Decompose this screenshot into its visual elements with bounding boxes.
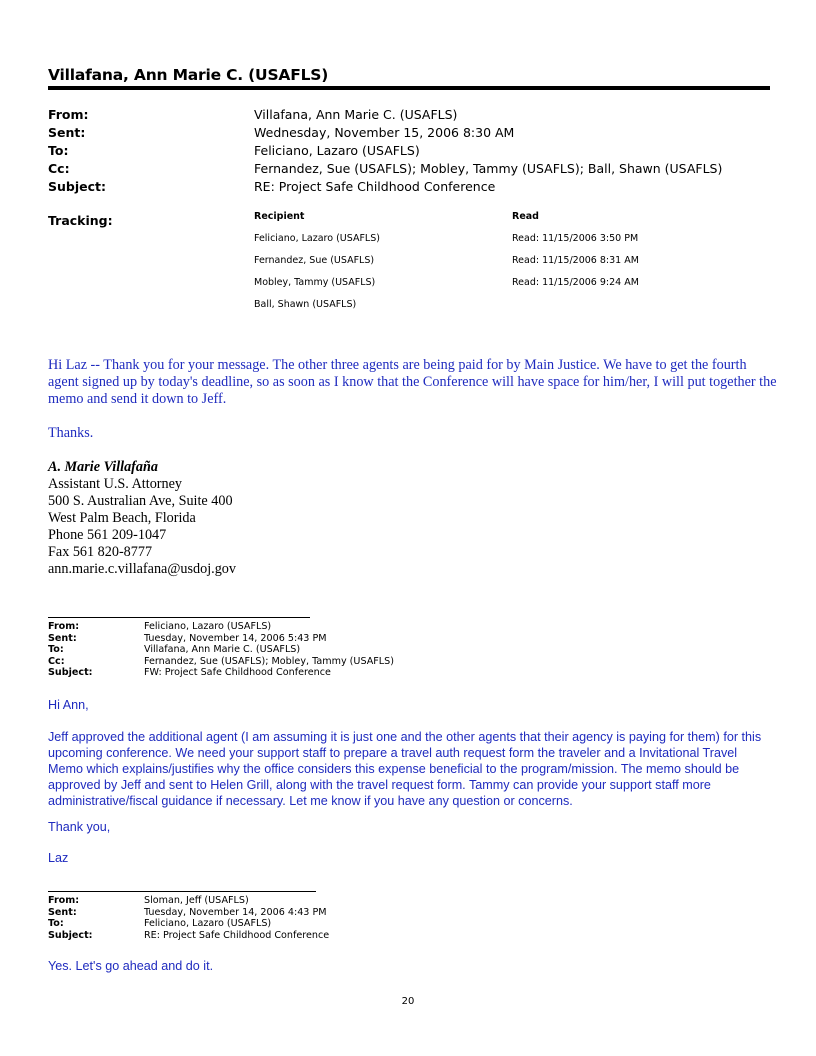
tracking-label: Tracking:: [48, 213, 113, 228]
tracking-recipient: Feliciano, Lazaro (USAFLS): [254, 233, 380, 244]
orig-sent-label: Sent:: [48, 906, 77, 918]
orig-subject-label: Subject:: [48, 929, 93, 941]
orig-body: Yes. Let's go ahead and do it.: [48, 959, 214, 973]
header-subject-row: [48, 179, 768, 197]
signature-city: West Palm Beach, Florida: [48, 510, 196, 526]
sent-label: Sent:: [48, 125, 86, 140]
separator-line: [48, 617, 310, 618]
tracking-col-recipient: Recipient: [254, 211, 305, 222]
fwd-signoff: Laz: [48, 851, 69, 865]
fwd-closing: Thank you,: [48, 820, 111, 834]
page-number: 20: [401, 996, 415, 1007]
message-thanks: Thanks.: [48, 425, 94, 441]
header-cc-row: [48, 161, 768, 179]
signature-phone: Phone 561 209-1047: [48, 527, 167, 543]
to-value: Feliciano, Lazaro (USAFLS): [254, 143, 420, 158]
tracking-recipient: Mobley, Tammy (USAFLS): [254, 277, 376, 288]
header-sent-row: [48, 125, 768, 143]
fwd-subject-value: FW: Project Safe Childhood Conference: [144, 667, 331, 678]
to-label: To:: [48, 143, 69, 158]
signature-block: [48, 459, 236, 578]
signature-title: Assistant U.S. Attorney: [48, 476, 182, 492]
signature-address: 500 S. Australian Ave, Suite 400: [48, 493, 233, 509]
tracking-recipient: Ball, Shawn (USAFLS): [254, 299, 357, 310]
subject-value: RE: Project Safe Childhood Conference: [254, 179, 496, 194]
signature-name: A. Marie Villafaña: [48, 459, 158, 475]
message-body: Hi Laz -- Thank you for your message. The other three agents are being paid for by Main Justice. We have to get the fourth agent signed up by today's deadline, so as soon as I know that the Conference will have space for him/her, I will put together the memo and send it down to Jeff.: [48, 357, 777, 407]
header-from-row: [48, 107, 768, 125]
tracking-recipient: Fernandez, Sue (USAFLS): [254, 255, 375, 266]
page-title: Villafana, Ann Marie C. (USAFLS): [48, 66, 329, 84]
from-label: From:: [48, 107, 89, 122]
cc-value: Fernandez, Sue (USAFLS); Mobley, Tammy (USAFLS); Ball, Shawn (USAFLS): [254, 161, 723, 176]
orig-from-value: Sloman, Jeff (USAFLS): [144, 895, 249, 906]
fwd-body: Jeff approved the additional agent (I am assuming it is just one and the other agents that their agency is paying for them) for this upcoming conference. We need your support staff to prepare a travel auth request form the traveler and a Invitational Travel Memo which explains/justifies why the office considers this expense beneficial to the program/mission. The memo should be approved by Jeff and sent to Helen Grill, along with the travel request form. Tammy can provide your support staff more administrative/fiscal guidance if necessary. Let me know if you have any question or concerns.: [48, 730, 762, 808]
orig-subject-value: RE: Project Safe Childhood Conference: [144, 929, 330, 941]
email-header: [48, 107, 768, 197]
tracking-read: Read: 11/15/2006 9:24 AM: [512, 277, 639, 288]
fwd-from-label: From:: [48, 621, 80, 632]
fwd-sent-label: Sent:: [48, 632, 77, 644]
orig-to-value: Feliciano, Lazaro (USAFLS): [144, 918, 272, 929]
fwd-subject-label: Subject:: [48, 667, 93, 678]
tracking-read: Read: 11/15/2006 8:31 AM: [512, 255, 639, 266]
subject-label: Subject:: [48, 179, 106, 194]
orig-to-label: To:: [48, 918, 64, 929]
signature-fax: Fax 561 820-8777: [48, 544, 153, 560]
fwd-to-value: Villafana, Ann Marie C. (USAFLS): [144, 644, 301, 655]
separator-line: [48, 891, 316, 892]
fwd-sent-value: Tuesday, November 14, 2006 5:43 PM: [144, 632, 327, 644]
tracking-read: Read: 11/15/2006 3:50 PM: [512, 233, 639, 244]
fwd-greeting: Hi Ann,: [48, 698, 89, 712]
header-to-row: [48, 143, 768, 161]
fwd-cc-value: Fernandez, Sue (USAFLS); Mobley, Tammy (USAFLS): [144, 655, 394, 667]
signature-email: ann.marie.c.villafana@usdoj.gov: [48, 561, 236, 577]
cc-label: Cc:: [48, 161, 70, 176]
fwd-to-label: To:: [48, 644, 64, 655]
from-value: Villafana, Ann Marie C. (USAFLS): [254, 107, 458, 122]
title-rule: [48, 86, 770, 90]
fwd-cc-label: Cc:: [48, 655, 65, 667]
tracking-col-read: Read: [512, 211, 539, 222]
fwd-from-value: Feliciano, Lazaro (USAFLS): [144, 621, 272, 632]
orig-sent-value: Tuesday, November 14, 2006 4:43 PM: [144, 906, 327, 918]
orig-from-label: From:: [48, 895, 80, 906]
sent-value: Wednesday, November 15, 2006 8:30 AM: [254, 125, 515, 140]
